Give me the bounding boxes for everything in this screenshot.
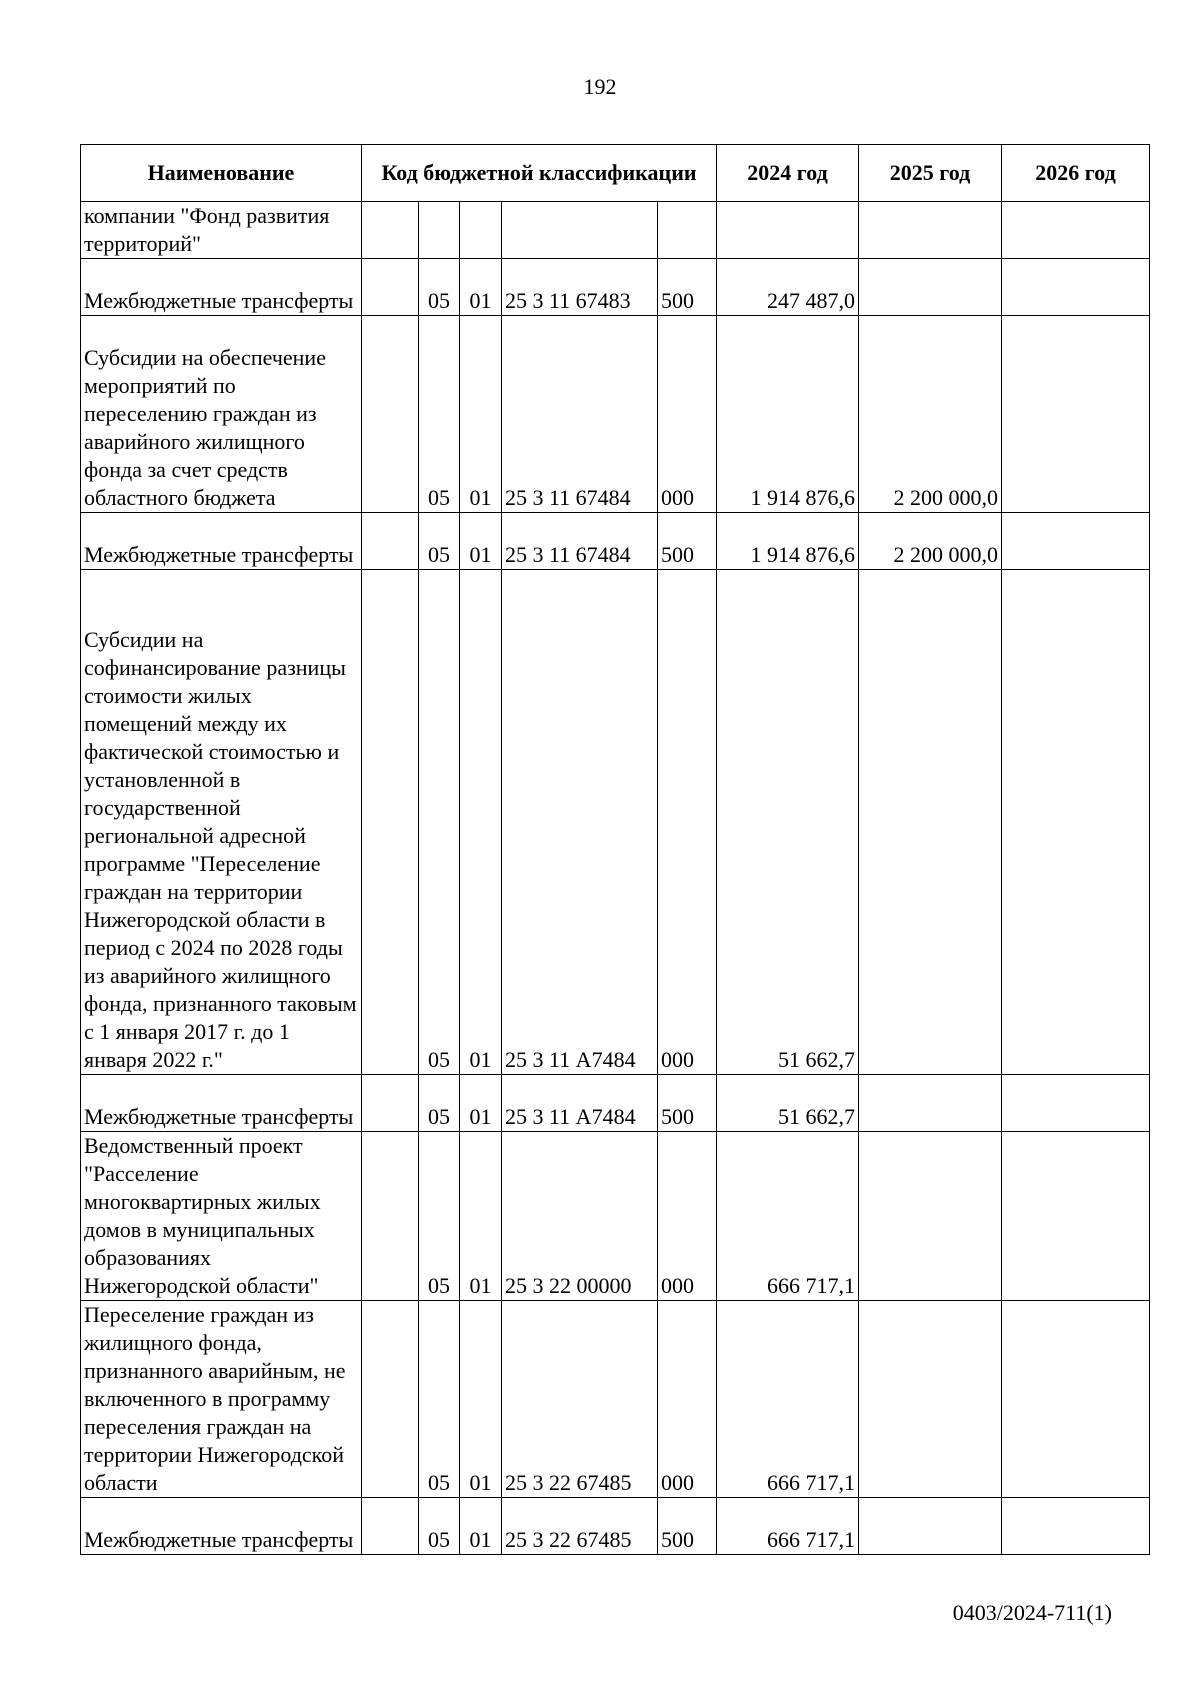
value-2025: 2 200 000,0 — [859, 513, 1002, 570]
header-code: Код бюджетной классификации — [362, 145, 717, 202]
table-row — [81, 1301, 1150, 1498]
header-2026: 2026 год — [1002, 145, 1150, 202]
value-2024: 666 717,1 — [717, 1132, 859, 1301]
row-name: Межбюджетные трансферты — [81, 513, 362, 570]
code-section: 05 — [419, 1075, 460, 1132]
value-2025 — [859, 1301, 1002, 1498]
code-expense-type: 500 — [658, 1498, 717, 1555]
header-2025: 2025 год — [859, 145, 1002, 202]
code-section: 05 — [419, 259, 460, 316]
row-name: Межбюджетные трансферты — [81, 1075, 362, 1132]
code-target: 25 3 11 А7484 — [502, 570, 658, 1075]
value-2026 — [1002, 1132, 1150, 1301]
table-row — [81, 1498, 1150, 1555]
code-part-1 — [362, 259, 419, 316]
code-section: 05 — [419, 316, 460, 513]
row-name: Межбюджетные трансферты — [81, 1498, 362, 1555]
page-number: 192 — [583, 74, 617, 99]
header-name: Наименование — [81, 145, 362, 202]
code-expense-type: 500 — [658, 1075, 717, 1132]
value-2024: 1 914 876,6 — [717, 513, 859, 570]
code-target: 25 3 11 67483 — [502, 259, 658, 316]
code-part-1 — [362, 202, 419, 259]
code-target: 25 3 11 А7484 — [502, 1075, 658, 1132]
row-name: Ведомственный проект "Расселение многоквартирных жилых домов в муниципальных образованиях Нижегородской области" — [81, 1132, 362, 1301]
code-expense-type: 500 — [658, 513, 717, 570]
value-2024: 1 914 876,6 — [717, 316, 859, 513]
code-subsection: 01 — [460, 1301, 502, 1498]
value-2025 — [859, 259, 1002, 316]
table-row — [81, 316, 1150, 513]
value-2024: 247 487,0 — [717, 259, 859, 316]
code-section: 05 — [419, 513, 460, 570]
value-2024: 51 662,7 — [717, 1075, 859, 1132]
code-subsection: 01 — [460, 513, 502, 570]
value-2026 — [1002, 513, 1150, 570]
code-target: 25 3 22 67485 — [502, 1498, 658, 1555]
code-section: 05 — [419, 1132, 460, 1301]
code-expense-type: 500 — [658, 259, 717, 316]
code-subsection: 01 — [460, 1498, 502, 1555]
code-expense-type: 000 — [658, 1132, 717, 1301]
value-2026 — [1002, 570, 1150, 1075]
code-subsection: 01 — [460, 316, 502, 513]
code-section: 05 — [419, 1301, 460, 1498]
code-section: 05 — [419, 570, 460, 1075]
code-target: 25 3 22 00000 — [502, 1132, 658, 1301]
budget-table — [80, 144, 1150, 1555]
row-name: компании "Фонд развития территорий" — [81, 202, 362, 259]
table-row — [81, 1075, 1150, 1132]
code-part-1 — [362, 513, 419, 570]
value-2026 — [1002, 1301, 1150, 1498]
value-2026 — [1002, 259, 1150, 316]
code-target — [502, 202, 658, 259]
code-target: 25 3 11 67484 — [502, 316, 658, 513]
value-2026 — [1002, 316, 1150, 513]
table-header-row — [81, 145, 1150, 202]
value-2025 — [859, 1075, 1002, 1132]
code-subsection: 01 — [460, 259, 502, 316]
code-section — [419, 202, 460, 259]
code-target: 25 3 11 67484 — [502, 513, 658, 570]
table-row — [81, 570, 1150, 1075]
code-subsection: 01 — [460, 1132, 502, 1301]
code-expense-type: 000 — [658, 1301, 717, 1498]
code-subsection — [460, 202, 502, 259]
row-name: Переселение граждан из жилищного фонда, признанного аварийным, не включенного в программу переселения граждан на территории Нижегородской области — [81, 1301, 362, 1498]
code-part-1 — [362, 1301, 419, 1498]
value-2025 — [859, 1498, 1002, 1555]
value-2024: 666 717,1 — [717, 1498, 859, 1555]
code-part-1 — [362, 316, 419, 513]
code-target: 25 3 22 67485 — [502, 1301, 658, 1498]
code-part-1 — [362, 1132, 419, 1301]
value-2026 — [1002, 202, 1150, 259]
value-2024: 51 662,7 — [717, 570, 859, 1075]
table-row — [81, 513, 1150, 570]
code-part-1 — [362, 1075, 419, 1132]
code-part-1 — [362, 1498, 419, 1555]
code-section: 05 — [419, 1498, 460, 1555]
value-2026 — [1002, 1498, 1150, 1555]
table-row — [81, 1132, 1150, 1301]
table-row — [81, 202, 1150, 259]
header-2024: 2024 год — [717, 145, 859, 202]
code-subsection: 01 — [460, 1075, 502, 1132]
table-row — [81, 259, 1150, 316]
code-part-1 — [362, 570, 419, 1075]
value-2026 — [1002, 1075, 1150, 1132]
code-expense-type: 000 — [658, 316, 717, 513]
code-subsection: 01 — [460, 570, 502, 1075]
document-code: 0403/2024-711(1) — [952, 1600, 1112, 1625]
row-name: Субсидии на обеспечение мероприятий по переселению граждан из аварийного жилищного фонда за счет средств областного бюджета — [81, 316, 362, 513]
value-2025 — [859, 1132, 1002, 1301]
value-2024 — [717, 202, 859, 259]
row-name: Субсидии на софинансирование разницы стоимости жилых помещений между их фактической стоимостью и установленной в государственной региональной адресной программе "Переселение граждан на территории Нижегородской области в период с 2024 по 2028 годы из аварийного жилищного фонда, признанного таковым с 1 января 2017 г. до 1 января 2022 г." — [81, 570, 362, 1075]
value-2025: 2 200 000,0 — [859, 316, 1002, 513]
value-2024: 666 717,1 — [717, 1301, 859, 1498]
row-name: Межбюджетные трансферты — [81, 259, 362, 316]
code-expense-type: 000 — [658, 570, 717, 1075]
value-2025 — [859, 202, 1002, 259]
value-2025 — [859, 570, 1002, 1075]
code-expense-type — [658, 202, 717, 259]
